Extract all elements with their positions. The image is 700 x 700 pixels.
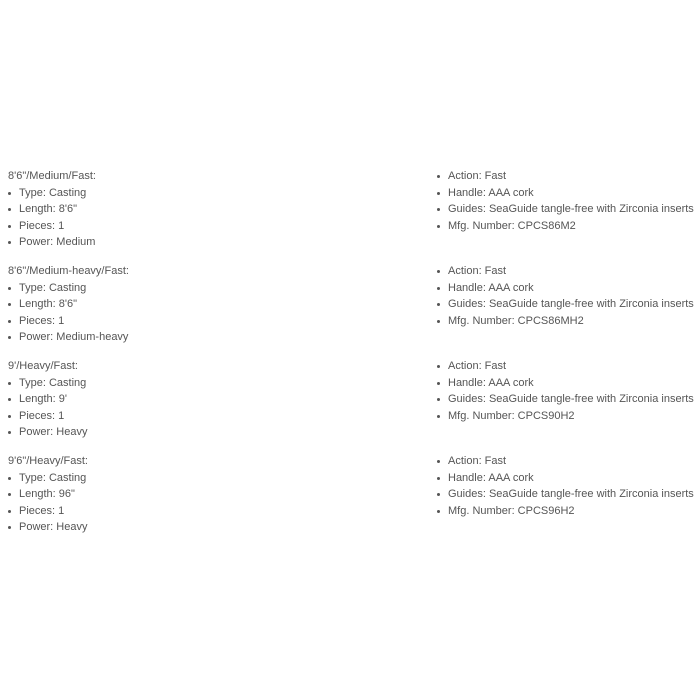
list-item-text: Mfg. Number: CPCS86MH2 [448, 314, 584, 327]
spec-block [0, 358, 700, 448]
spec-right-list [437, 168, 699, 234]
spec-block [0, 453, 700, 543]
list-item-text: Guides: SeaGuide tangle-free with Zirconia inserts [448, 488, 694, 500]
spec-heading: 9'/Heavy/Fast: [8, 360, 78, 372]
list-item [8, 391, 408, 408]
list-item [437, 168, 699, 185]
list-item [8, 486, 408, 503]
bullet-icon [8, 192, 11, 195]
bullet-icon [8, 225, 11, 228]
list-item-text: Mfg. Number: CPCS86M2 [448, 219, 576, 232]
list-item-text: Length: 9' [19, 393, 67, 405]
bullet-icon [8, 287, 11, 290]
list-item [8, 470, 408, 487]
spec-right-column [437, 453, 699, 519]
list-item [437, 296, 699, 313]
list-item-text: Type: Casting [19, 471, 87, 484]
list-item-text: Power: Medium [19, 236, 96, 248]
spec-left-list [8, 375, 408, 441]
bullet-icon [8, 336, 11, 339]
list-item [437, 201, 699, 218]
spec-left-column [8, 358, 408, 441]
bullet-icon [437, 382, 440, 385]
list-item [8, 313, 408, 330]
list-item [437, 408, 699, 425]
list-item [8, 408, 408, 425]
spec-heading: 8'6"/Medium-heavy/Fast: [8, 265, 129, 277]
spec-block [0, 263, 700, 353]
spec-left-column [8, 263, 408, 346]
bullet-icon [437, 287, 440, 290]
bullet-icon [8, 477, 11, 480]
list-item-text: Handle: AAA cork [448, 281, 534, 294]
list-item [8, 218, 408, 235]
bullet-icon [8, 303, 11, 306]
list-item-text: Action: Fast [448, 455, 507, 467]
spec-right-column [437, 358, 699, 424]
bullet-icon [8, 382, 11, 385]
spec-right-list [437, 453, 699, 519]
list-item-text: Action: Fast [448, 170, 507, 182]
list-item-text: Action: Fast [448, 265, 507, 277]
list-item [437, 375, 699, 392]
list-item [8, 280, 408, 297]
bullet-icon [437, 175, 440, 178]
list-item [437, 470, 699, 487]
list-item [8, 201, 408, 218]
bullet-icon [437, 493, 440, 496]
list-item [8, 185, 408, 202]
list-item [8, 375, 408, 392]
bullet-icon [437, 225, 440, 228]
spec-left-list [8, 280, 408, 346]
list-item [8, 519, 408, 536]
list-item-text: Pieces: 1 [19, 314, 65, 327]
list-item [437, 218, 699, 235]
list-item-text: Type: Casting [19, 186, 87, 199]
list-item [437, 486, 699, 503]
list-item [437, 453, 699, 470]
bullet-icon [8, 241, 11, 244]
list-item [437, 280, 699, 297]
list-item-text: Power: Heavy [19, 426, 88, 438]
bullet-icon [437, 398, 440, 401]
spec-left-column [8, 168, 408, 251]
bullet-icon [437, 365, 440, 368]
bullet-icon [437, 460, 440, 463]
bullet-icon [8, 493, 11, 496]
list-item-text: Handle: AAA cork [448, 471, 534, 484]
list-item [437, 185, 699, 202]
bullet-icon [437, 320, 440, 323]
list-item-text: Action: Fast [448, 360, 507, 372]
list-item [437, 503, 699, 520]
bullet-icon [437, 415, 440, 418]
list-item-text: Type: Casting [19, 281, 87, 294]
list-item-text: Handle: AAA cork [448, 376, 534, 389]
list-item [8, 296, 408, 313]
spec-right-column [437, 263, 699, 329]
spec-left-column [8, 453, 408, 536]
bullet-icon [8, 398, 11, 401]
list-item-text: Pieces: 1 [19, 409, 65, 422]
bullet-icon [8, 526, 11, 529]
spec-heading: 9'6"/Heavy/Fast: [8, 455, 88, 467]
list-item-text: Length: 8'6" [19, 298, 77, 310]
spec-block [0, 168, 700, 258]
list-item-text: Type: Casting [19, 376, 87, 389]
list-item-text: Power: Medium-heavy [19, 331, 129, 343]
list-item-text: Length: 96" [19, 488, 75, 500]
list-item [437, 391, 699, 408]
bullet-icon [8, 208, 11, 211]
list-item-text: Pieces: 1 [19, 504, 65, 517]
bullet-icon [437, 270, 440, 273]
list-item-text: Mfg. Number: CPCS90H2 [448, 409, 575, 422]
list-item [8, 234, 408, 251]
list-item [8, 424, 408, 441]
list-item-text: Pieces: 1 [19, 219, 65, 232]
list-item-text: Mfg. Number: CPCS96H2 [448, 504, 575, 517]
bullet-icon [437, 192, 440, 195]
list-item-text: Power: Heavy [19, 521, 88, 533]
bullet-icon [437, 477, 440, 480]
bullet-icon [437, 208, 440, 211]
spec-heading: 8'6"/Medium/Fast: [8, 170, 96, 182]
list-item [437, 263, 699, 280]
list-item [437, 358, 699, 375]
spec-right-list [437, 263, 699, 329]
bullet-icon [8, 320, 11, 323]
list-item-text: Guides: SeaGuide tangle-free with Zirconia inserts [448, 203, 694, 215]
spec-right-list [437, 358, 699, 424]
list-item [8, 329, 408, 346]
list-item-text: Guides: SeaGuide tangle-free with Zirconia inserts [448, 393, 694, 405]
bullet-icon [8, 415, 11, 418]
bullet-icon [437, 303, 440, 306]
list-item [8, 503, 408, 520]
bullet-icon [8, 431, 11, 434]
spec-left-list [8, 185, 408, 251]
spec-left-list [8, 470, 408, 536]
list-item-text: Length: 8'6" [19, 203, 77, 215]
list-item [437, 313, 699, 330]
spec-right-column [437, 168, 699, 234]
list-item-text: Handle: AAA cork [448, 186, 534, 199]
bullet-icon [437, 510, 440, 513]
list-item-text: Guides: SeaGuide tangle-free with Zirconia inserts [448, 298, 694, 310]
bullet-icon [8, 510, 11, 513]
